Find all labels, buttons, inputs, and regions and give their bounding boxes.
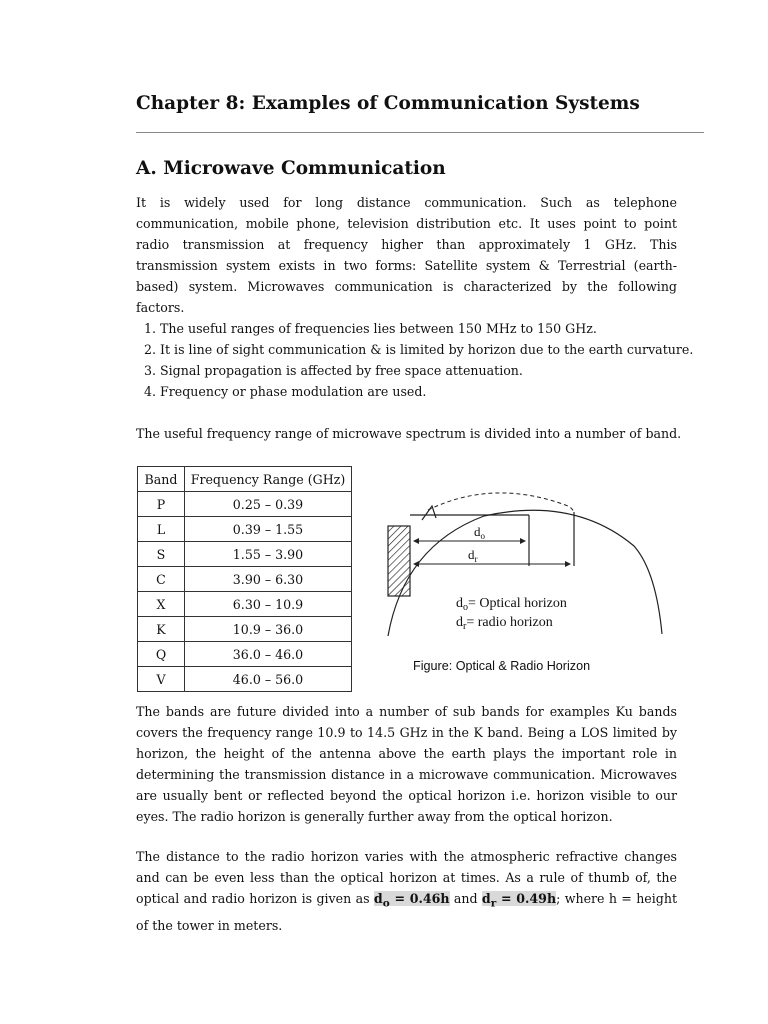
table-header-row <box>138 467 352 492</box>
legend-dr-var: d <box>456 615 463 630</box>
band-table <box>137 466 352 692</box>
band-cell: C <box>138 567 185 592</box>
table-header-band: Band <box>138 467 185 492</box>
sub-bands-paragraph: The bands are future divided into a number of sub bands for examples Ku bands covers the frequency range 10.9 to 14.5 GHz in the K band. Being a LOS limited by horizon, the height of the antenna above the earth plays the important role in determining the transmission distance in a microwave communication. Microwaves are usually bent or reflected beyond the optical horizon i.e. horizon visible to our eyes. The radio horizon is generally further away from the optical horizon. <box>136 704 677 824</box>
range-cell: 46.0 – 56.0 <box>185 667 352 692</box>
band-cell: K <box>138 617 185 642</box>
band-cell: X <box>138 592 185 617</box>
legend-do-text: = Optical horizon <box>468 596 567 611</box>
section-title: A. Microwave Communication <box>136 158 446 179</box>
label-do: d <box>474 524 481 539</box>
legend-dr-text: = radio horizon <box>466 615 553 630</box>
table-row <box>138 667 352 692</box>
svg-text:dr= radio horizon: $d_r=$ radio horizon <box>456 615 553 632</box>
range-cell: 3.90 – 6.30 <box>185 567 352 592</box>
band-cell: Q <box>138 642 185 667</box>
range-cell: 1.55 – 3.90 <box>185 542 352 567</box>
list-item: 1. The useful ranges of frequencies lies between 150 MHz to 150 GHz. <box>144 321 597 336</box>
label-dr: d <box>468 547 475 562</box>
tower <box>388 526 410 596</box>
table-row <box>138 567 352 592</box>
formula-do: $d_o = 0.46h$ <box>373 891 450 910</box>
table-row <box>138 592 352 617</box>
title-divider <box>136 132 704 133</box>
range-cell: 10.9 – 36.0 <box>185 617 352 642</box>
list-item: 3. Signal propagation is affected by free space attenuation. <box>144 363 523 378</box>
svg-text:dr: $d_r$ <box>468 547 478 564</box>
band-cell: L <box>138 517 185 542</box>
list-item: 2. It is line of sight communication & is limited by horizon due to the earth curvature. <box>144 342 694 357</box>
radio-path-dashed <box>428 493 574 512</box>
table-header-frequency: Frequency Range (GHz) <box>185 467 352 492</box>
table-row <box>138 617 352 642</box>
arrow-head <box>422 506 436 520</box>
formula-dr: $d_r = 0.49h$ <box>481 891 557 910</box>
table-lead-text: The useful frequency range of microwave spectrum is divided into a number of band. <box>136 426 682 441</box>
band-cell: P <box>138 492 185 517</box>
legend-do-var: d <box>456 596 463 611</box>
table-row <box>138 642 352 667</box>
svg-text:do: $d_o$ <box>474 524 485 541</box>
list-item: 4. Frequency or phase modulation are used. <box>144 384 427 399</box>
horizon-figure <box>384 486 668 638</box>
figure-caption: Figure: Optical & Radio Horizon <box>413 659 591 673</box>
table-row <box>138 517 352 542</box>
radio-horizon-paragraph: The distance to the radio horizon varies with the atmospheric refractive changes and can be even less than the optical horizon at times. As a rule of thumb of, the optical and radio horizon is given as $d_o = 0.46h$ and $d_r = 0.49h$; where h = height of the tower in meters. <box>136 849 678 933</box>
band-cell: S <box>138 542 185 567</box>
table-row <box>138 542 352 567</box>
range-cell: 36.0 – 46.0 <box>185 642 352 667</box>
chapter-title: Chapter 8: Examples of Communication Systems <box>136 93 640 114</box>
range-cell: 6.30 – 10.9 <box>185 592 352 617</box>
svg-text:do= Optical horizon: $d_o=$ Optical horizon <box>456 596 567 613</box>
factors-list <box>144 318 693 402</box>
table-row <box>138 492 352 517</box>
range-cell: 0.25 – 0.39 <box>185 492 352 517</box>
range-cell: 0.39 – 1.55 <box>185 517 352 542</box>
band-cell: V <box>138 667 185 692</box>
intro-paragraph: It is widely used for long distance communication. Such as telephone communication, mobile phone, television distribution etc. It uses point to point radio transmission at frequency higher than approximately 1 GHz. This transmission system exists in two forms: Satellite system & Terrestrial (earth-based) system. Microwaves communication is characterized by the following factors. <box>136 195 677 315</box>
